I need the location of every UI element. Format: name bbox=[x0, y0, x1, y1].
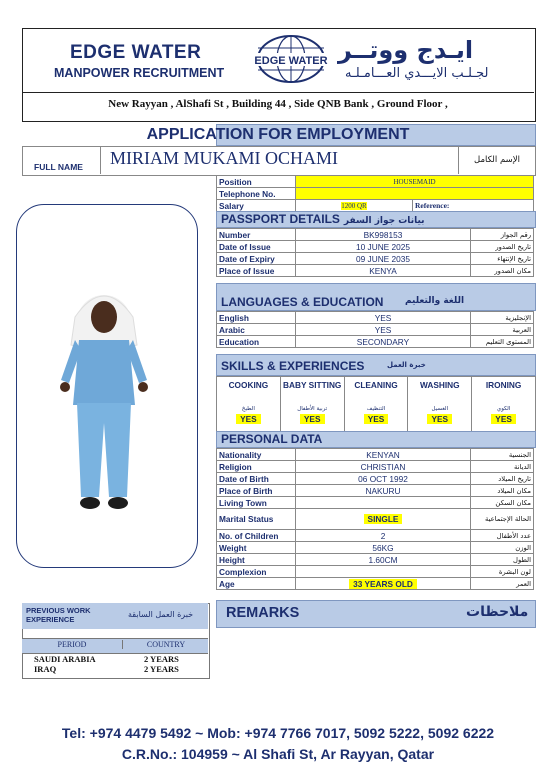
table-row bbox=[217, 530, 534, 542]
globe-logo-icon bbox=[252, 34, 330, 84]
skills-grid bbox=[216, 376, 536, 432]
skill-label-ar: تربية الأطفال bbox=[297, 406, 328, 412]
logo-title-ar: ايـدج ووتــر bbox=[338, 36, 474, 64]
passport-section-header bbox=[216, 211, 536, 228]
previous-work-period: 2 YEARS bbox=[144, 654, 179, 664]
full-name-label-ar: الإسم الكامل bbox=[458, 146, 535, 174]
row-value-cell bbox=[296, 229, 471, 241]
skill-column bbox=[344, 377, 408, 431]
passport-title: PASSPORT DETAILS bbox=[221, 212, 340, 226]
row-label-ar: الديانة bbox=[471, 461, 534, 473]
row-label: Complexion bbox=[217, 566, 296, 578]
row-value: KENYA bbox=[369, 265, 397, 276]
row-label: Number bbox=[217, 229, 296, 241]
skill-label-ar: التنظيف bbox=[366, 406, 386, 412]
row-label-ar: مكان الميلاد bbox=[471, 485, 534, 497]
logo-subtitle-en: MANPOWER RECRUITMENT bbox=[54, 66, 225, 80]
row-label: Arabic bbox=[217, 324, 296, 336]
table-row bbox=[217, 265, 534, 277]
skill-column bbox=[217, 377, 280, 431]
table-row bbox=[217, 241, 534, 253]
row-value-cell bbox=[296, 265, 471, 277]
previous-work-row bbox=[34, 654, 96, 674]
footer-address: C.R.No.: 104959 ~ Al Shafi St, Ar Rayyan, Qatar bbox=[121, 746, 435, 762]
row-value: 10 JUNE 2025 bbox=[356, 241, 410, 252]
row-value: 06 OCT 1992 bbox=[358, 473, 408, 484]
row-label: Education bbox=[217, 336, 296, 348]
table-row bbox=[217, 312, 534, 324]
full-name-label: FULL NAME bbox=[34, 162, 83, 172]
row-value-cell bbox=[296, 461, 471, 473]
logo-subtitle-ar: لجـلـب الايـــدي العـــامـلـه bbox=[345, 66, 489, 81]
skills-title-ar: خبرة العمل bbox=[387, 361, 426, 369]
row-label: Religion bbox=[217, 461, 296, 473]
row-label-ar: عدد الأطفال bbox=[471, 530, 534, 542]
row-label-ar: المستوى التعليم bbox=[471, 336, 534, 348]
row-value-cell bbox=[296, 473, 471, 485]
skill-label: IRONING bbox=[485, 380, 522, 390]
skill-column bbox=[471, 377, 535, 431]
row-value-cell bbox=[296, 578, 471, 590]
remarks-label-ar: ملاحظات bbox=[466, 604, 529, 620]
telephone-label: Telephone No. bbox=[217, 188, 296, 200]
row-label: Age bbox=[217, 578, 296, 590]
personal-section-header bbox=[216, 431, 536, 448]
skill-value: YES bbox=[491, 414, 516, 424]
row-label: Date of Birth bbox=[217, 473, 296, 485]
row-value-cell bbox=[296, 530, 471, 542]
row-label-ar: الوزن bbox=[471, 542, 534, 554]
applicant-figure-icon bbox=[17, 205, 197, 567]
previous-work-title-ar: خبرة العمل السابقة bbox=[128, 610, 194, 619]
languages-title-ar: اللغة والتعليم bbox=[405, 296, 465, 306]
previous-work-country: IRAQ bbox=[34, 664, 57, 674]
row-label: Marital Status bbox=[217, 509, 296, 530]
table-row bbox=[217, 578, 534, 590]
salary-value: 1200 QR bbox=[341, 201, 367, 210]
skill-label-ar: الكوي bbox=[496, 406, 511, 412]
row-value: 56KG bbox=[372, 542, 394, 553]
row-label: Weight bbox=[217, 542, 296, 554]
table-row bbox=[217, 497, 534, 509]
row-value-cell bbox=[296, 241, 471, 253]
table-row bbox=[217, 324, 534, 336]
row-label: English bbox=[217, 312, 296, 324]
table-row bbox=[217, 509, 534, 530]
skill-label-ar: الطبخ bbox=[241, 406, 255, 412]
position-value: HOUSEMAID bbox=[296, 176, 534, 188]
row-value: SECONDARY bbox=[356, 336, 410, 347]
row-label-ar: الطول bbox=[471, 554, 534, 566]
passport-title-ar: بيانات جواز السفر bbox=[343, 216, 425, 226]
row-value-cell bbox=[296, 485, 471, 497]
skill-label-ar: الغسيل bbox=[431, 406, 449, 412]
row-value: 33 YEARS OLD bbox=[349, 579, 417, 589]
row-label-ar: الجنسية bbox=[471, 449, 534, 461]
row-label-ar: الحالة الإجتماعية bbox=[471, 509, 534, 530]
table-row bbox=[217, 336, 534, 348]
personal-title: PERSONAL DATA bbox=[221, 432, 323, 446]
skill-value: YES bbox=[300, 414, 325, 424]
row-value-cell bbox=[296, 509, 471, 530]
previous-work-title: PREVIOUS WORK EXPERIENCE bbox=[26, 606, 91, 624]
full-name-label-cell bbox=[22, 146, 101, 174]
row-label: Place of Birth bbox=[217, 485, 296, 497]
row-label-ar: تاريخ الصدور bbox=[471, 241, 534, 253]
table-row bbox=[217, 461, 534, 473]
logo-badge-text: EDGE WATER bbox=[254, 55, 328, 67]
row-value: SINGLE bbox=[364, 514, 403, 524]
skill-label: BABY SITTING bbox=[283, 380, 342, 390]
row-value-cell bbox=[296, 554, 471, 566]
skill-label: COOKING bbox=[228, 380, 269, 390]
position-row bbox=[217, 176, 534, 188]
letterhead-divider bbox=[22, 92, 534, 93]
page-title: APPLICATION FOR EMPLOYMENT bbox=[146, 126, 410, 143]
table-row bbox=[217, 542, 534, 554]
table-row bbox=[217, 554, 534, 566]
previous-work-row bbox=[144, 654, 179, 674]
row-value-cell bbox=[296, 449, 471, 461]
passport-table bbox=[216, 228, 534, 277]
table-row bbox=[217, 253, 534, 265]
row-value: 2 bbox=[380, 530, 386, 541]
skill-label: CLEANING bbox=[354, 380, 398, 390]
job-details-table bbox=[216, 175, 534, 212]
skill-label: WASHING bbox=[419, 380, 460, 390]
row-label-ar: العربية bbox=[471, 324, 534, 336]
row-value-cell bbox=[296, 312, 471, 324]
row-label: Date of Expiry bbox=[217, 253, 296, 265]
languages-table bbox=[216, 311, 534, 348]
row-value: CHRISTIAN bbox=[360, 461, 406, 472]
remarks-label: REMARKS bbox=[226, 605, 300, 621]
skill-value: YES bbox=[364, 414, 389, 424]
row-label-ar: لون البشرة bbox=[471, 566, 534, 578]
full-name-value: MIRIAM MUKAMI OCHAMI bbox=[110, 148, 339, 168]
table-row bbox=[217, 485, 534, 497]
row-value-cell bbox=[296, 542, 471, 554]
table-row bbox=[217, 473, 534, 485]
languages-section-header bbox=[216, 283, 536, 311]
row-value-cell bbox=[296, 336, 471, 348]
country-header: COUNTRY bbox=[122, 640, 209, 649]
salary-label: Salary bbox=[217, 200, 296, 212]
salary-row bbox=[217, 200, 534, 212]
row-value: YES bbox=[374, 312, 392, 323]
row-value: KENYAN bbox=[366, 449, 400, 460]
telephone-value bbox=[296, 188, 534, 200]
row-value: 1.60CM bbox=[368, 554, 398, 565]
logo-title-en: EDGE WATER bbox=[70, 42, 202, 63]
row-label: Nationality bbox=[217, 449, 296, 461]
telephone-row bbox=[217, 188, 534, 200]
row-value-cell bbox=[296, 566, 471, 578]
position-label: Position bbox=[217, 176, 296, 188]
row-label: Living Town bbox=[217, 497, 296, 509]
skill-value: YES bbox=[236, 414, 261, 424]
skill-column bbox=[280, 377, 344, 431]
skills-section-header bbox=[216, 354, 536, 376]
row-label: Place of Issue bbox=[217, 265, 296, 277]
reference-label: Reference: bbox=[413, 200, 534, 212]
previous-work-period: 2 YEARS bbox=[144, 664, 179, 674]
row-value-cell bbox=[296, 497, 471, 509]
table-row bbox=[217, 449, 534, 461]
row-value-cell bbox=[296, 324, 471, 336]
row-label-ar: الإنجليزية bbox=[471, 312, 534, 324]
row-label-ar: تاريخ الإنتهاء bbox=[471, 253, 534, 265]
row-label-ar: تاريخ الميلاد bbox=[471, 473, 534, 485]
row-label-ar: مكان السكن bbox=[471, 497, 534, 509]
row-label-ar: رقم الجواز bbox=[471, 229, 534, 241]
skill-column bbox=[407, 377, 471, 431]
skill-value: YES bbox=[427, 414, 452, 424]
previous-work-country: SAUDI ARABIA bbox=[34, 654, 96, 664]
languages-title: LANGUAGES & EDUCATION bbox=[221, 295, 384, 309]
row-label: Date of Issue bbox=[217, 241, 296, 253]
period-header: PERIOD bbox=[57, 640, 87, 649]
row-value: YES bbox=[374, 324, 392, 335]
row-label: Height bbox=[217, 554, 296, 566]
row-value: 09 JUNE 2035 bbox=[356, 253, 410, 264]
salary-value-cell bbox=[296, 200, 413, 212]
skills-title: SKILLS & EXPERIENCES bbox=[221, 359, 365, 373]
row-label-ar: العمر bbox=[471, 578, 534, 590]
footer-contact: Tel: +974 4479 5492 ~ Mob: +974 7766 7017, 5092 5222, 5092 6222 bbox=[61, 725, 495, 741]
table-row bbox=[217, 566, 534, 578]
row-label-ar: مكان الصدور bbox=[471, 265, 534, 277]
applicant-photo bbox=[16, 204, 198, 568]
personal-table bbox=[216, 448, 534, 590]
row-value: BK998153 bbox=[363, 229, 403, 240]
row-value-cell bbox=[296, 253, 471, 265]
row-label: No. of Children bbox=[217, 530, 296, 542]
office-address: New Rayyan , AlShafi St , Building 44 , Side QNB Bank , Ground Floor , bbox=[108, 98, 448, 110]
table-row bbox=[217, 229, 534, 241]
row-value: NAKURU bbox=[365, 485, 401, 496]
